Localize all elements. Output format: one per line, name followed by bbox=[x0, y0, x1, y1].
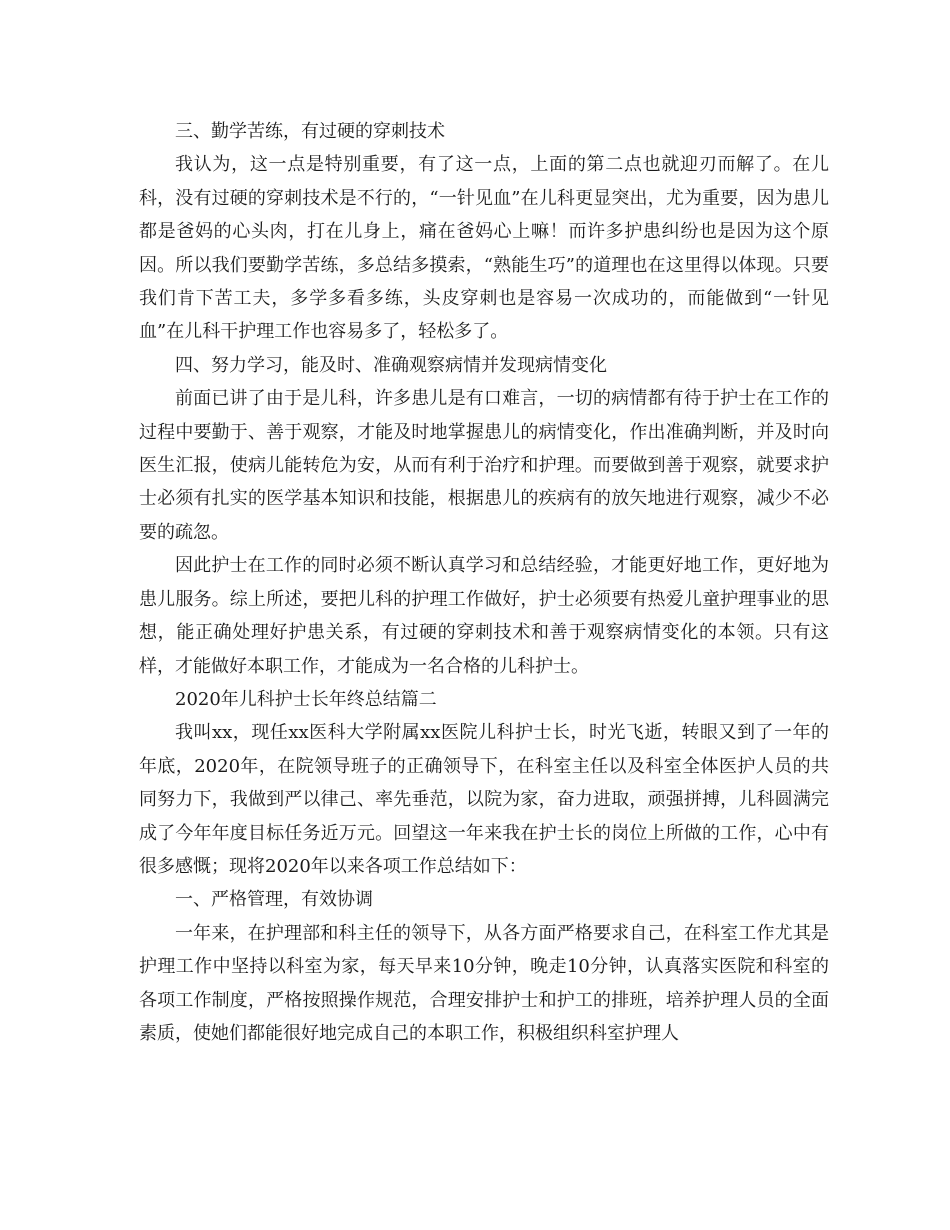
paragraph: 我叫xx，现任xx医科大学附属xx医院儿科护士长，时光飞逝，转眼又到了一年的年底，2020年，在院领导班子的正确领导下，在科室主任以及科室全体医护人员的共同努力下，我做到严以律己、率先垂范，以院为家，奋力进取，顽强拼搏，儿科圆满完成了今年年度目标任务近万元。回望这一年来我在护士长的岗位上所做的工作，心中有很多感慨；现将2020年以来各项工作总结如下： bbox=[139, 722, 829, 877]
document-body bbox=[139, 115, 829, 1050]
paragraph: 我认为，这一点是特别重要，有了这一点，上面的第二点也就迎刃而解了。在儿科，没有过硬的穿刺技术是不行的，“一针见血”在儿科更显突出，尤为重要，因为患儿都是爸妈的心头肉，打在儿身上，痛在爸妈心上嘛！而许多护患纠纷也是因为这个原因。所以我们要勤学苦练，多总结多摸索，“熟能生巧”的道理也在这里得以体现。只要我们肯下苦工夫，多学多看多练，头皮穿刺也是容易一次成功的，而能做到“一针见血”在儿科干护理工作也容易多了，轻松多了。 bbox=[139, 154, 829, 343]
paragraph: 一年来，在护理部和科主任的领导下，从各方面严格要求自己，在科室工作尤其是护理工作中坚持以科室为家，每天早来10分钟，晚走10分钟，认真落实医院和科室的各项工作制度，严格按照操作规范，合理安排护士和护工的排班，培养护理人员的全面素质，使她们都能很好地完成自己的本职工作，积极组织科室护理人 bbox=[139, 922, 829, 1044]
section-heading-1: 一、严格管理，有效协调 bbox=[175, 889, 373, 911]
paragraph: 前面已讲了由于是儿科，许多患儿是有口难言，一切的病情都有待于护士在工作的过程中要勤于、善于观察，才能及时地掌握患儿的病情变化，作出准确判断，并及时向医生汇报，使病儿能转危为安，从而有利于治疗和护理。而要做到善于观察，就要求护士必须有扎实的医学基本知识和技能，根据患儿的疾病有的放矢地进行观察，减少不必要的疏忽。 bbox=[139, 388, 829, 543]
section-heading-4: 四、努力学习，能及时、准确观察病情并发现病情变化 bbox=[175, 354, 607, 376]
paragraph: 因此护士在工作的同时必须不断认真学习和总结经验，才能更好地工作，更好地为患儿服务。综上所述，要把儿科的护理工作做好，护士必须要有热爱儿童护理事业的思想，能正确处理好护患关系，有过硬的穿刺技术和善于观察病情变化的本领。只有这样，才能做好本职工作，才能成为一名合格的儿科护士。 bbox=[139, 555, 829, 677]
article-title: 2020年儿科护士长年终总结篇二 bbox=[175, 688, 437, 710]
section-heading-3: 三、勤学苦练，有过硬的穿刺技术 bbox=[175, 121, 445, 142]
